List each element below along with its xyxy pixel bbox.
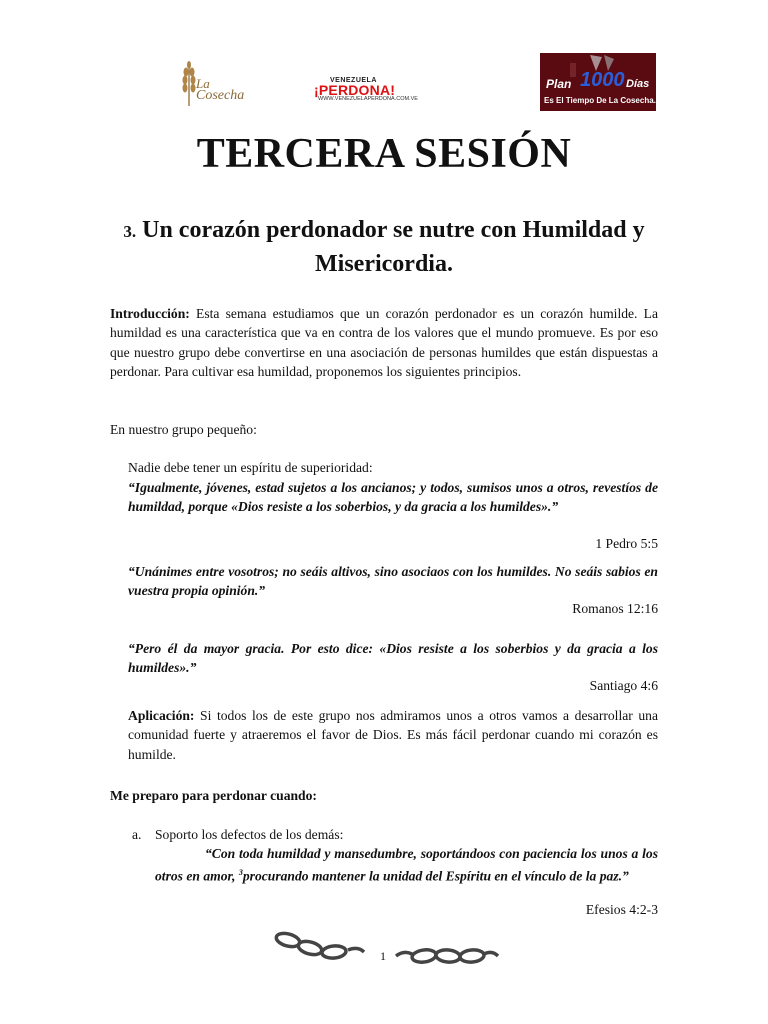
- principle-1: Nadie debe tener un espíritu de superioridad:: [128, 460, 373, 475]
- quote-2: “Unánimes entre vosotros; no seáis altivos, sino asociaos con los humildes. No seáis sabios en vuestra propia opinión.”: [128, 564, 658, 599]
- page-title: TERCERA SESIÓN: [196, 131, 572, 177]
- intro-label: Introducción:: [110, 306, 190, 321]
- application-label: Aplicación:: [128, 708, 195, 723]
- venezuela-perdona-logo: [312, 77, 418, 102]
- subtitle-number: 3.: [123, 222, 137, 241]
- subtitle-text: Un corazón perdonador se nutre con Humildad y Misericordia.: [142, 217, 645, 277]
- intro-paragraph: [110, 304, 658, 382]
- page-number: 1: [380, 949, 386, 963]
- quote-text: “Con toda humildad y mansedumbre, soportándoos con paciencia los unos a los otros en amor,: [155, 846, 658, 884]
- quote-3: “Pero él da mayor gracia. Por esto dice: «Dios resiste a los soberbios y da gracia a los humildes».”: [128, 641, 658, 676]
- plan-1000-dias-logo: [540, 53, 656, 111]
- logo-text: 1000: [580, 69, 625, 91]
- application-text: Si todos los de este grupo nos admiramos unos a otros vamos a desarrollar una comunidad fuerte y atraeremos el favor de Dios. Es más fácil perdonar cuando mi corazón es humilde.: [128, 708, 658, 762]
- list-item-reference: Efesios 4:2-3: [585, 902, 658, 917]
- logo-text: VENEZUELA: [330, 77, 377, 84]
- list-marker: a.: [132, 827, 142, 842]
- logo-text: Días: [626, 78, 650, 90]
- prepare-heading: Me preparo para perdonar cuando:: [110, 788, 317, 803]
- application-paragraph: [128, 706, 658, 764]
- intro-text: Esta semana estudiamos que un corazón perdonador es un corazón humilde. La humildad es una característica que va en contra de los valores que el mundo promueve. Es por eso que nuestro grupo debe convertirse en una asociación de personas humildes que están dispuestas a perdonar. Para cultivar esa humildad, proponemos los siguientes principios.: [110, 306, 658, 380]
- la-cosecha-logo: [176, 58, 250, 110]
- logo-text: ¡PERDONA!: [314, 82, 396, 98]
- quote-1-reference: 1 Pedro 5:5: [595, 536, 658, 551]
- logo-text: Cosecha: [196, 88, 245, 103]
- list-item-text: Soporto los defectos de los demás:: [155, 827, 344, 842]
- quote-text: procurando mantener la unidad del Espíritu en el vínculo de la paz.”: [242, 868, 629, 884]
- quote-2-reference: Romanos 12:16: [572, 601, 658, 616]
- logo-text: La: [196, 76, 210, 91]
- logo-text: WWW.VENEZUELAPERDONA.COM.VE: [318, 96, 418, 102]
- broken-chain-right-icon: [392, 938, 502, 972]
- logo-text: Plan: [546, 77, 572, 91]
- logo-tagline: Es El Tiempo De La Cosecha.: [544, 96, 656, 105]
- session-subtitle: [110, 214, 658, 281]
- list-item-quote: [155, 844, 658, 886]
- group-intro: En nuestro grupo pequeño:: [110, 422, 257, 437]
- verse-number: 3: [238, 868, 243, 878]
- quote-1: “Igualmente, jóvenes, estad sujetos a los ancianos; y todos, sumisos unos a otros, revestíos de humildad, porque «Dios resiste a los soberbios, y da gracia a los humildes».”: [128, 480, 658, 515]
- quote-3-reference: Santiago 4:6: [589, 678, 658, 693]
- broken-chain-left-icon: [272, 928, 370, 966]
